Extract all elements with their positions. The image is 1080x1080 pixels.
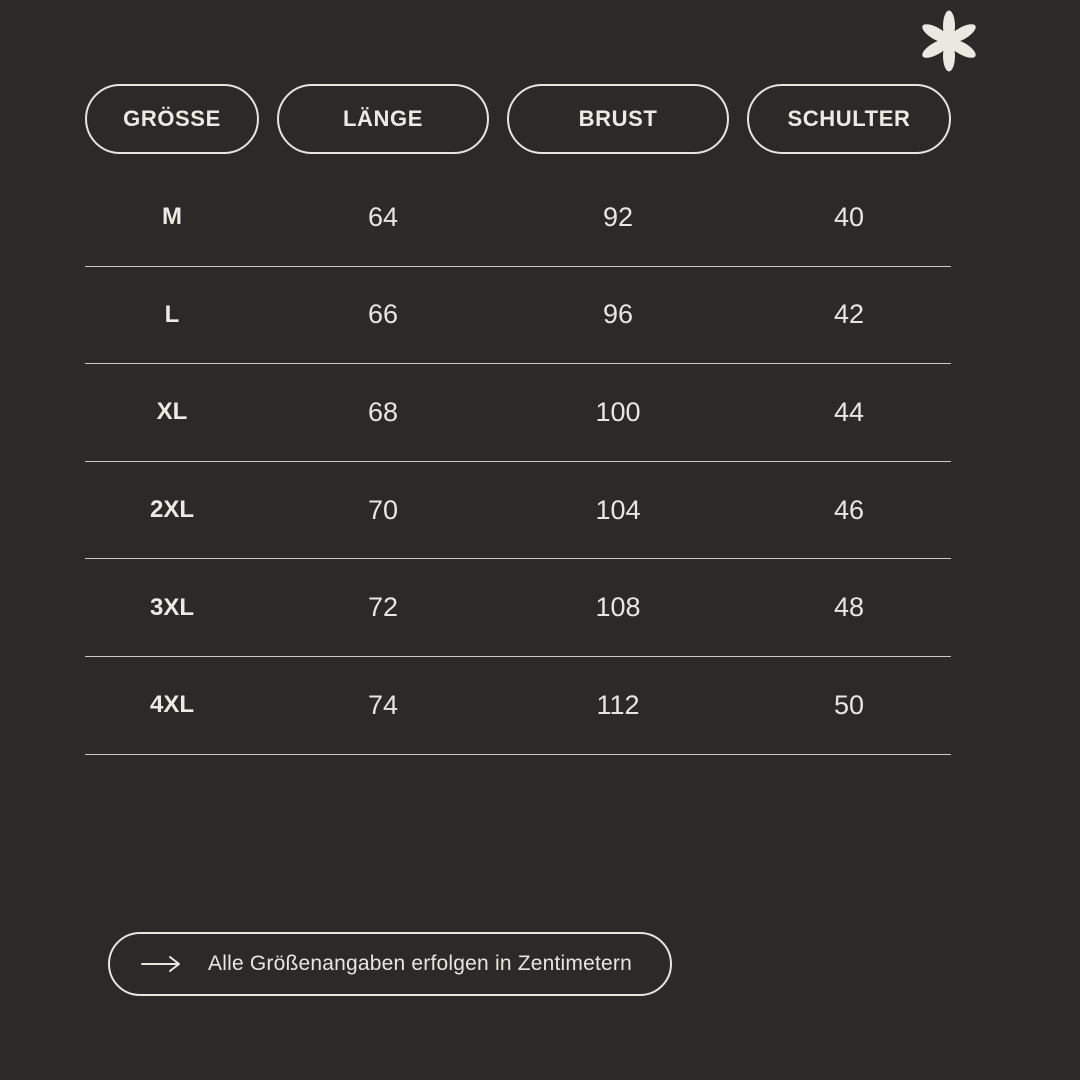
table-row bbox=[85, 169, 951, 267]
size-label: L bbox=[164, 300, 180, 328]
table-row bbox=[85, 657, 951, 755]
size-label: 3XL bbox=[149, 593, 194, 621]
brust-value: 100 bbox=[595, 396, 641, 427]
laenge-value: 74 bbox=[367, 689, 399, 720]
brust-value: 92 bbox=[602, 201, 634, 232]
brust-value: 104 bbox=[595, 494, 641, 525]
header-pill-schulter: SCHULTER bbox=[747, 84, 951, 154]
asterisk-icon bbox=[920, 10, 978, 72]
laenge-value: 64 bbox=[367, 201, 399, 232]
size-label: 4XL bbox=[149, 691, 194, 719]
unit-note-pill bbox=[108, 932, 672, 996]
schulter-value: 40 bbox=[833, 201, 865, 232]
brust-value: 112 bbox=[596, 689, 640, 720]
size-label: XL bbox=[156, 398, 188, 426]
header-pill-groesse: GRÖSSE bbox=[85, 84, 259, 154]
table-row bbox=[85, 267, 951, 365]
size-label: M bbox=[162, 203, 182, 231]
size-label: 2XL bbox=[149, 496, 194, 524]
table-row bbox=[85, 364, 951, 462]
laenge-value: 70 bbox=[367, 494, 399, 525]
brust-value: 108 bbox=[595, 592, 641, 623]
table-header-row bbox=[85, 84, 951, 154]
laenge-value: 72 bbox=[367, 592, 399, 623]
laenge-value: 68 bbox=[367, 396, 399, 427]
header-pill-brust: BRUST bbox=[507, 84, 729, 154]
schulter-value: 50 bbox=[833, 689, 865, 720]
header-pill-laenge: LÄNGE bbox=[277, 84, 489, 154]
table-row bbox=[85, 462, 951, 560]
brust-value: 96 bbox=[602, 299, 634, 330]
schulter-value: 46 bbox=[833, 494, 865, 525]
right-arrow-icon bbox=[140, 952, 182, 976]
table-row bbox=[85, 559, 951, 657]
schulter-value: 48 bbox=[833, 592, 865, 623]
schulter-value: 42 bbox=[833, 299, 865, 330]
laenge-value: 66 bbox=[367, 299, 399, 330]
unit-note-text: Alle Größenangaben erfolgen in Zentimetern bbox=[208, 952, 632, 975]
schulter-value: 44 bbox=[833, 396, 865, 427]
size-table-body bbox=[85, 169, 951, 755]
